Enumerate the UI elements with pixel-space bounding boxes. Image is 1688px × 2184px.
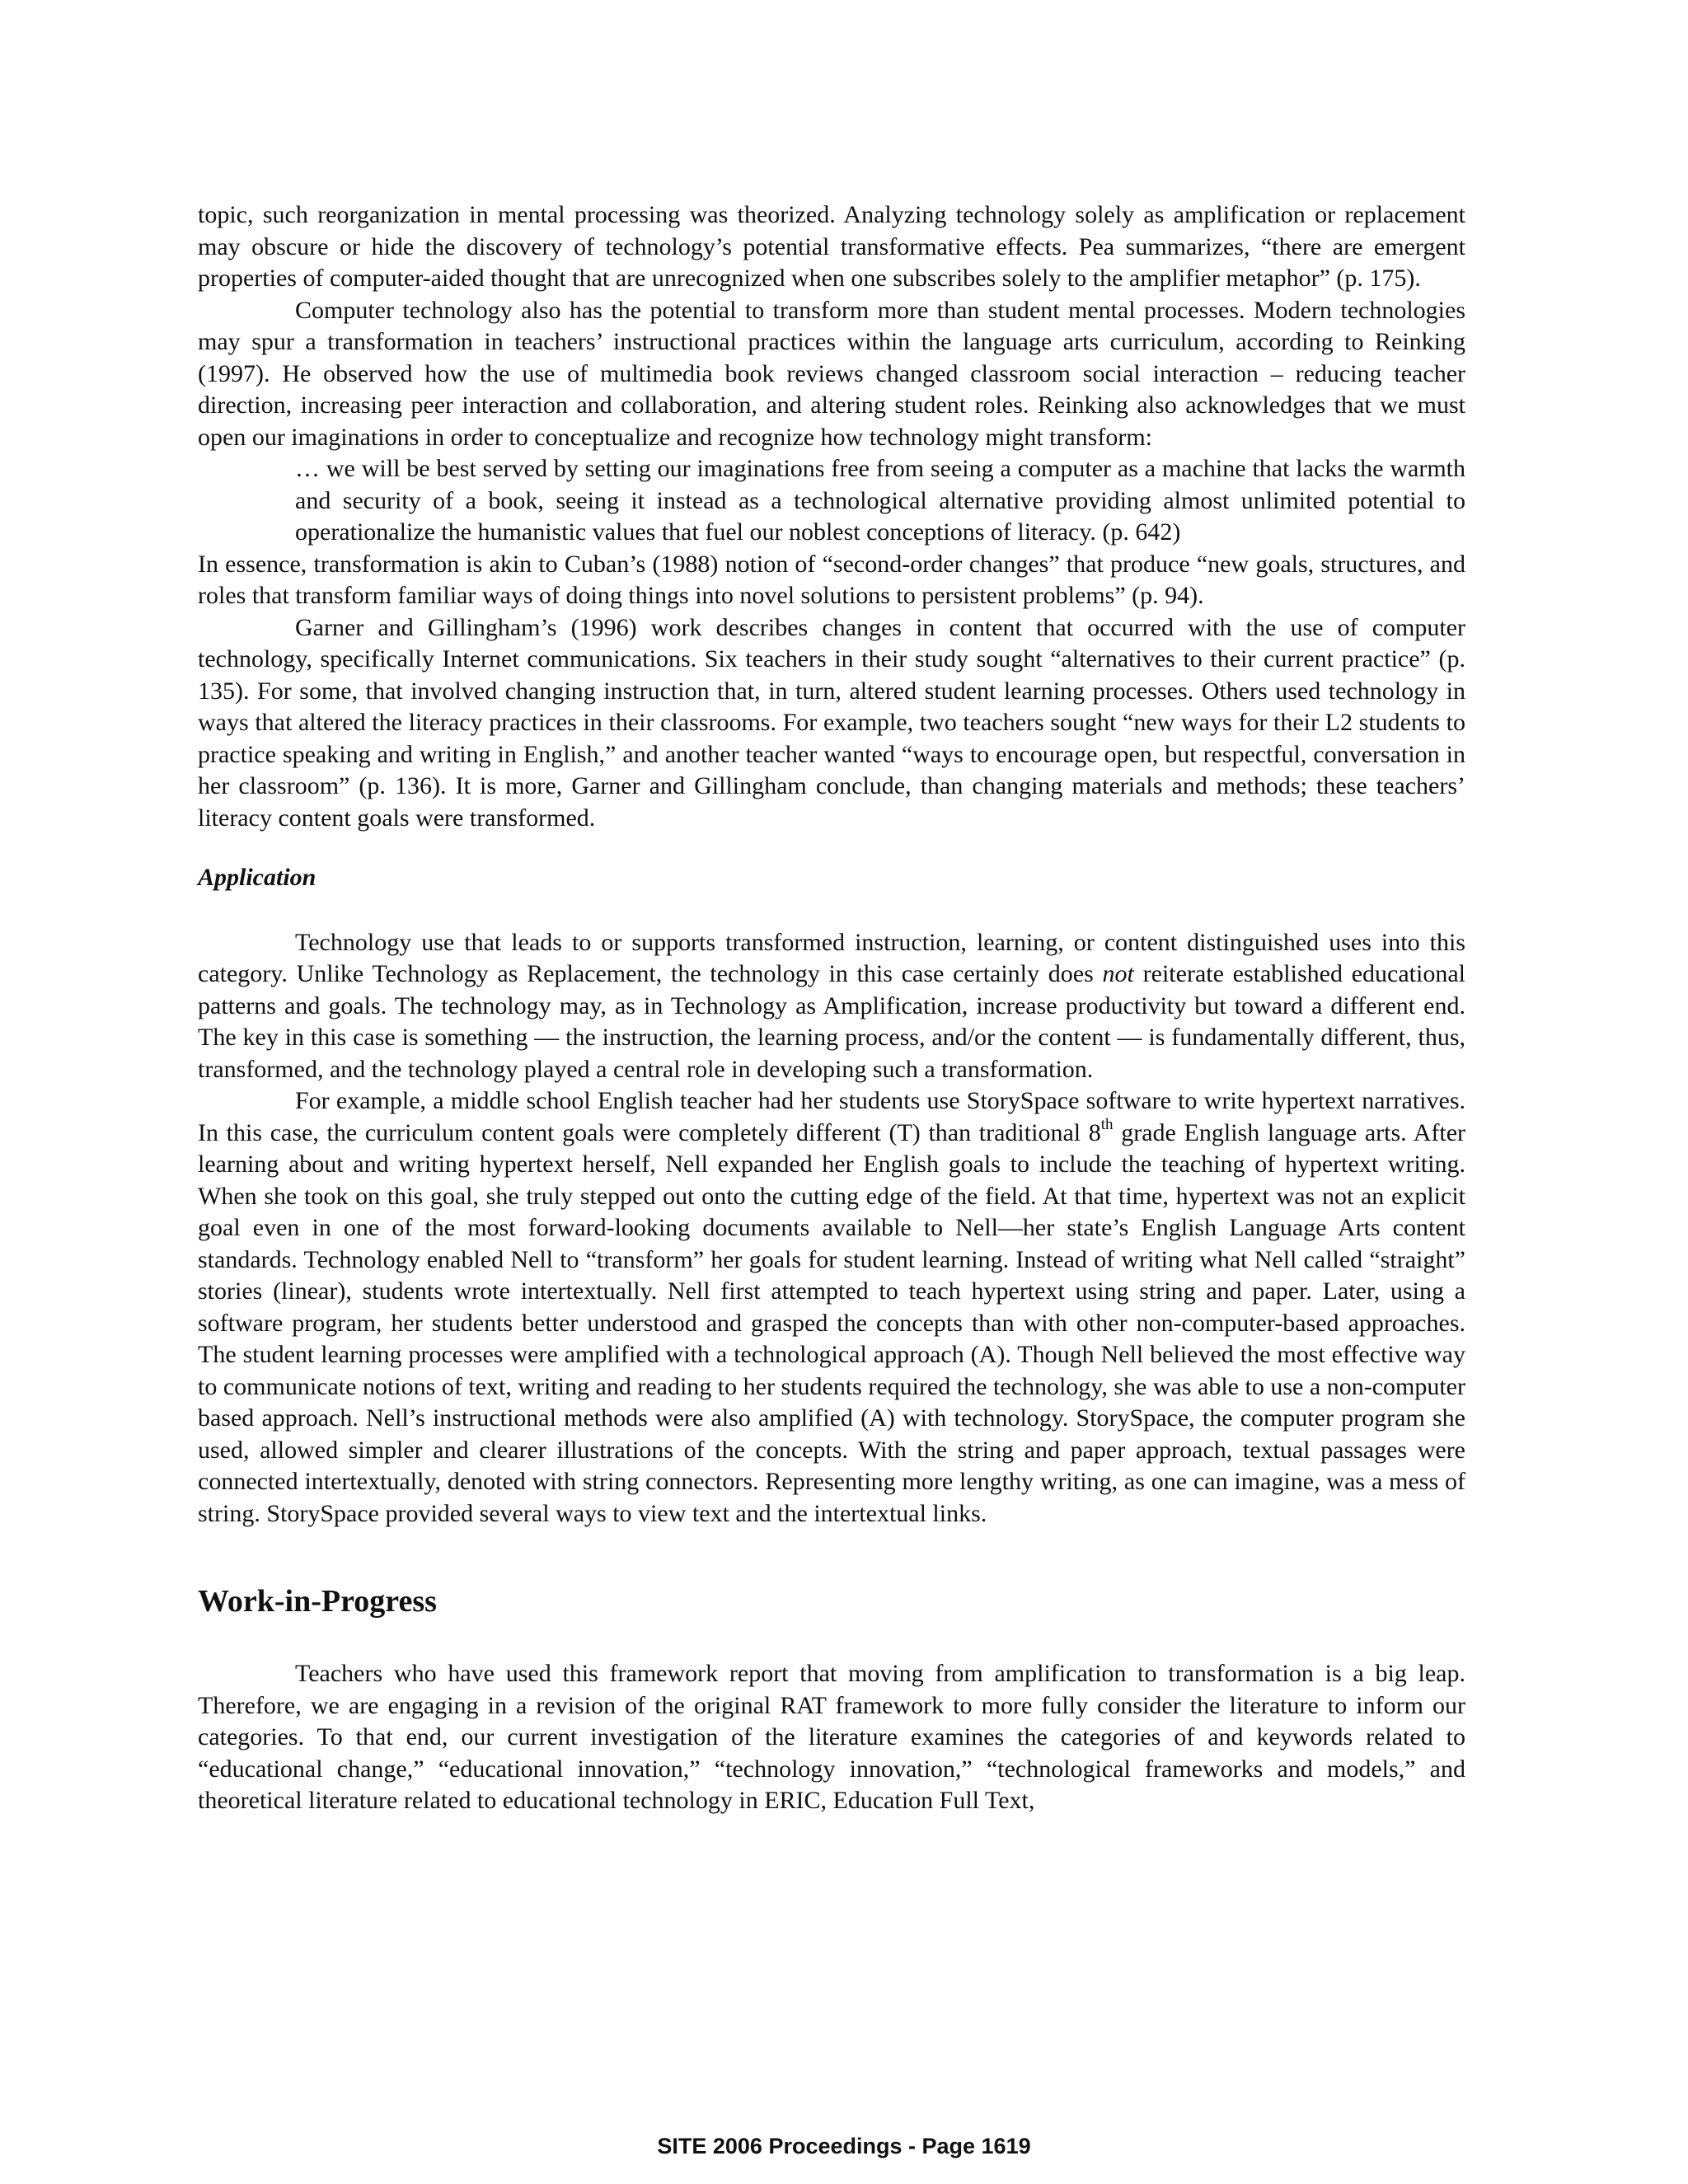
paragraph-5-part-2: reiterate established educational patterns and goals. The technology may, as in Technology as Amplification, increase productivity but toward a different end. The key in this case is something — the instruction, the learning process, and/or the content — is fundamentally different, thus, transformed, and the technology played a central role in developing such a transformation. <box>198 960 1465 1083</box>
paragraph-7: Teachers who have used this framework report that moving from amplification to transformation is a big leap. Therefore, we are engaging in a revision of the original RAT framework to more fully consider the literature to inform our categories. To that end, our current investigation of the literature examines the categories of and keywords related to “educational change,” “educational innovation,” “technology innovation,” “technological frameworks and models,” and theoretical literature related to educational technology in ERIC, Education Full Text, <box>198 1660 1465 1814</box>
page-body <box>198 199 1465 1817</box>
page-footer: SITE 2006 Proceedings - Page 1619 <box>657 2134 1031 2158</box>
paragraph-2: Computer technology also has the potential to transform more than student mental processes. Modern technologies may spur a transformation in teachers’ instructional practices within the language arts curriculum, according to Reinking (1997). He observed how the use of multimedia book reviews changed classroom social interaction – reducing teacher direction, increasing peer interaction and collaboration, and altering student roles. Reinking also acknowledges that we must open our imaginations in order to conceptualize and recognize how technology might transform: <box>198 296 1465 451</box>
emphasis-not: not <box>1102 960 1134 987</box>
paragraph-3: In essence, transformation is akin to Cuban’s (1988) notion of “second-order changes” that produce “new goals, structures, and roles that transform familiar ways of doing things into novel solutions to persistent problems” (p. 94). <box>198 550 1465 609</box>
block-quote: … we will be best served by setting our imaginations free from seeing a computer as a machine that lacks the warmth and security of a book, seeing it instead as a technological alternative providing almost unlimited potential to operationalize the humanistic values that fuel our noblest conceptions of literacy. (p. 642) <box>295 455 1465 546</box>
paragraph-6 <box>198 1085 1465 1530</box>
application-heading: Application <box>198 864 316 891</box>
section-heading: Work-in-Progress <box>198 1584 437 1619</box>
ordinal-superscript: th <box>1100 1115 1114 1133</box>
paragraph-5-part-1: Technology use that leads to or supports transformed instruction, learning, or content distinguished uses into this category. Unlike Technology as Replacement, the technology in this case certainly does <box>198 928 1465 987</box>
paragraph-6-part-2: grade English language arts. After learning about and writing hypertext herself, Nell expanded her English goals to include the teaching of hypertext writing. When she took on this goal, she truly stepped out onto the cutting edge of the field. At that time, hypertext was not an explicit goal even in one of the most forward-looking documents available to Nell—her state’s English Language Arts content standards. Technology enabled Nell to “transform” her goals for student learning. Instead of writing what Nell called “straight” stories (linear), students wrote intertextually. Nell first attempted to teach hypertext using string and paper. Later, using a software program, her students better understood and grasped the concepts than with other non-computer-based approaches. The student learning processes were amplified with a technological approach (A). Though Nell believed the most effective way to communicate notions of text, writing and reading to her students required the technology, she was able to use a non-computer based approach. Nell’s instructional methods were also amplified (A) with technology. StorySpace, the computer program she used, allowed simpler and clearer illustrations of the concepts. With the string and paper approach, textual passages were connected intertextually, denoted with string connectors. Representing more lengthy writing, as one can imagine, was a mess of string. StorySpace provided several ways to view text and the intertextual links. <box>198 1118 1466 1527</box>
paragraph-4: Garner and Gillingham’s (1996) work describes changes in content that occurred with the use of computer technology, specifically Internet communications. Six teachers in their study sought “alternatives to their current practice” (p. 135). For some, that involved changing instruction that, in turn, altered student learning processes. Others used technology in ways that altered the literacy practices in their classrooms. For example, two teachers sought “new ways for their L2 students to practice speaking and writing in English,” and another teacher wanted “ways to encourage open, but respectful, conversation in her classroom” (p. 136). It is more, Garner and Gillingham conclude, than changing materials and methods; these teachers’ literacy content goals were transformed. <box>198 613 1465 832</box>
paragraph-1: topic, such reorganization in mental processing was theorized. Analyzing technology solely as amplification or replacement may obscure or hide the discovery of technology’s potential transformative effects. Pea summarizes, “there are emergent properties of computer-aided thought that are unrecognized when one subscribes solely to the amplifier metaphor” (p. 175). <box>198 201 1465 292</box>
paragraph-5 <box>198 927 1465 1086</box>
paragraph-6-part-1: For example, a middle school English teacher had her students use StorySpace software to write hypertext narratives. In this case, the curriculum content goals were completely different (T) than traditional 8 <box>198 1087 1465 1146</box>
